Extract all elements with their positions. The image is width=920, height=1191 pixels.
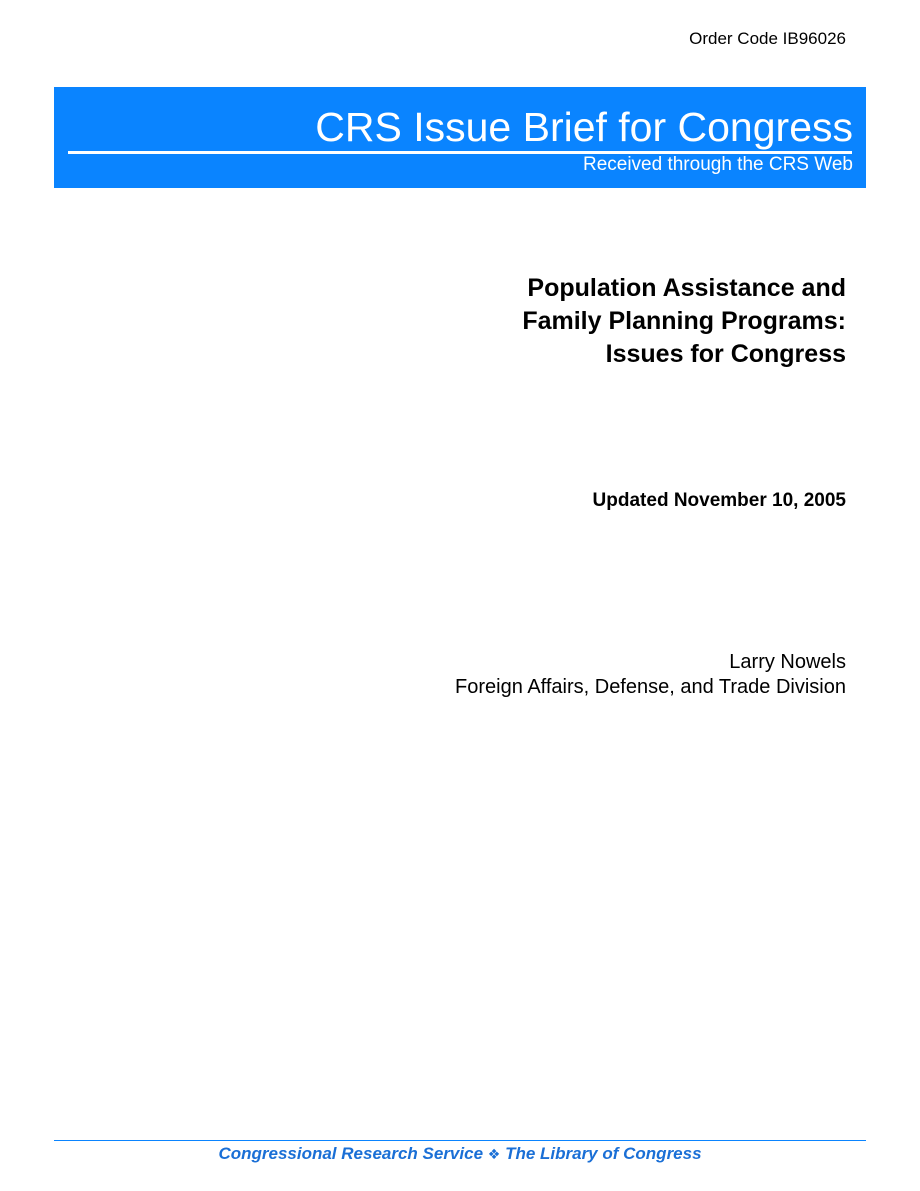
document-title [522,272,846,371]
banner-title: CRS Issue Brief for Congress [315,104,853,150]
author-block [455,650,846,700]
diamond-separator-icon: ❖ [487,1147,501,1163]
document-title-line: Issues for Congress [605,340,846,368]
footer-rule [54,1140,866,1141]
document-title-line: Population Assistance and [527,274,846,302]
document-title-line: Family Planning Programs: [522,307,846,335]
author-division: Foreign Affairs, Defense, and Trade Division [455,676,846,698]
order-code: Order Code IB96026 [689,29,846,48]
updated-date: Updated November 10, 2005 [592,490,846,511]
footer [54,1142,866,1167]
footer-loc: The Library of Congress [505,1144,702,1163]
crs-banner [54,87,866,188]
banner-subtitle: Received through the CRS Web [582,154,853,175]
footer-crs: Congressional Research Service [218,1144,484,1163]
author-name: Larry Nowels [729,651,846,673]
